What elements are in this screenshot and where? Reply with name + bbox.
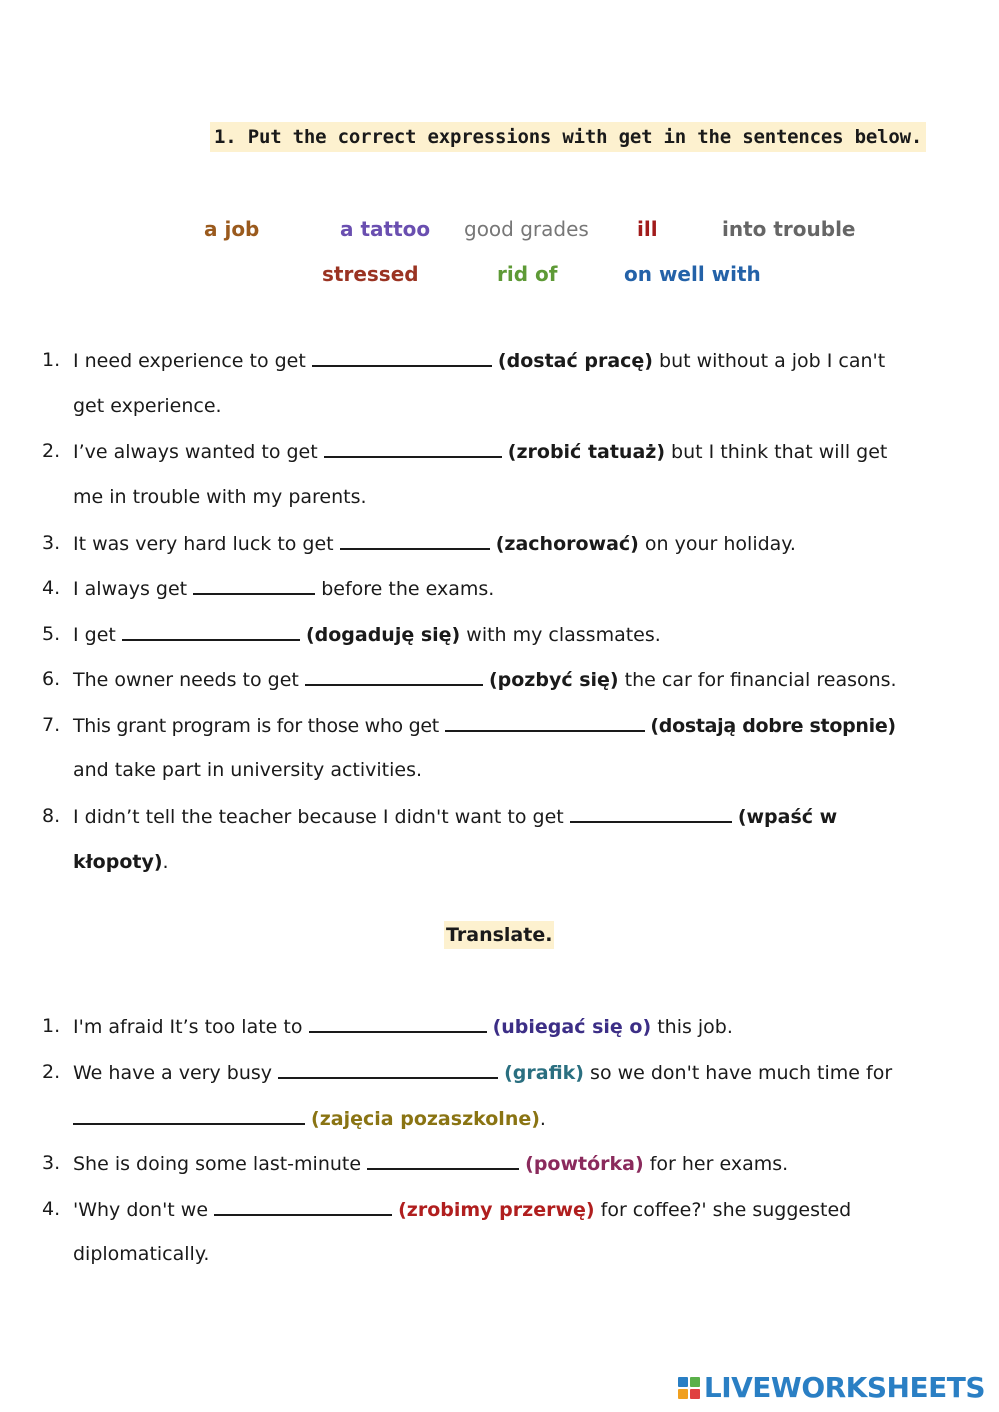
item-number: 2. bbox=[42, 440, 61, 462]
sentence-text: I’ve always wanted to get bbox=[73, 441, 324, 463]
sentence-text: I get bbox=[73, 624, 122, 646]
logo-square bbox=[678, 1377, 688, 1387]
item-number: 4. bbox=[42, 577, 61, 599]
answer-blank[interactable] bbox=[193, 575, 315, 595]
sentence-text: this job. bbox=[651, 1016, 733, 1038]
exercise-2-title: Translate. bbox=[444, 921, 554, 949]
hint-text: (pozbyć się) bbox=[488, 669, 619, 691]
liveworksheets-logo[interactable] bbox=[678, 1371, 985, 1404]
word-bank-item: good grades bbox=[464, 217, 589, 241]
answer-blank[interactable] bbox=[73, 1105, 305, 1125]
sentence-continuation: diplomatically. bbox=[73, 1243, 210, 1265]
hint-text: (ubiegać się o) bbox=[492, 1016, 652, 1038]
hint-text: (zachorować) bbox=[495, 533, 639, 555]
item-number: 1. bbox=[42, 349, 61, 371]
hint-text: (wpaść w bbox=[737, 806, 838, 828]
word-bank-item: stressed bbox=[322, 262, 419, 286]
sentence-text: but I think that will get bbox=[665, 441, 888, 463]
sentence-line bbox=[73, 712, 896, 739]
logo-square bbox=[690, 1389, 700, 1399]
exercise-1-title: 1. Put the correct expressions with get in the sentences below. bbox=[210, 122, 926, 152]
sentence-continuation: get experience. bbox=[73, 395, 222, 417]
sentence-text: before the exams. bbox=[315, 578, 495, 600]
sentence-line bbox=[73, 803, 837, 830]
item-number: 7. bbox=[42, 714, 61, 736]
item-number: 8. bbox=[42, 805, 61, 827]
hint-text: (dostają dobre stopnie) bbox=[650, 715, 896, 737]
hint-text: (dogaduję się) bbox=[305, 624, 461, 646]
item-number: 2. bbox=[42, 1061, 61, 1083]
sentence-continuation bbox=[73, 1105, 546, 1132]
answer-blank[interactable] bbox=[278, 1059, 498, 1079]
word-bank-item: ill bbox=[637, 217, 658, 241]
sentence-text: It was very hard luck to get bbox=[73, 533, 340, 555]
sentence-text: for her exams. bbox=[643, 1153, 789, 1175]
sentence-line bbox=[73, 1150, 788, 1177]
sentence-line bbox=[73, 666, 897, 693]
answer-blank[interactable] bbox=[340, 530, 490, 550]
logo-square bbox=[678, 1389, 688, 1399]
answer-blank[interactable] bbox=[122, 621, 300, 641]
sentence-text: I didn’t tell the teacher because I didn't want to get bbox=[73, 806, 570, 828]
sentence-text: for coffee?' she suggested bbox=[594, 1199, 852, 1221]
sentence-text: with my classmates. bbox=[460, 624, 661, 646]
answer-blank[interactable] bbox=[570, 803, 732, 823]
word-bank-item: into trouble bbox=[722, 217, 856, 241]
word-bank-item: a tattoo bbox=[340, 217, 431, 241]
sentence-text: She is doing some last-minute bbox=[73, 1153, 368, 1175]
sentence-continuation bbox=[73, 849, 169, 875]
sentence-line bbox=[73, 347, 885, 374]
answer-blank[interactable] bbox=[305, 666, 483, 686]
sentence-text: but without a job I can't bbox=[652, 350, 886, 372]
item-number: 3. bbox=[42, 1152, 61, 1174]
sentence-text: I'm afraid It’s too late to bbox=[73, 1016, 309, 1038]
logo-text: LIVEWORKSHEETS bbox=[703, 1371, 985, 1404]
sentence-text: 'Why don't we bbox=[73, 1199, 215, 1221]
item-number: 5. bbox=[42, 623, 61, 645]
sentence-line bbox=[73, 1013, 733, 1040]
word-bank-item: a job bbox=[204, 217, 260, 241]
sentence-text: the car for financial reasons. bbox=[618, 669, 897, 691]
sentence-text: . bbox=[162, 851, 169, 873]
sentence-text: I always get bbox=[73, 578, 194, 600]
hint-text: kłopoty) bbox=[73, 851, 163, 873]
sentence-text: This grant program is for those who get bbox=[73, 715, 445, 737]
hint-text: (zrobimy przerwę) bbox=[398, 1199, 595, 1221]
sentence-text: We have a very busy bbox=[73, 1062, 279, 1084]
hint-text: (zajęcia pozaszkolne) bbox=[311, 1108, 540, 1130]
sentence-text: The owner needs to get bbox=[73, 669, 305, 691]
sentence-continuation: me in trouble with my parents. bbox=[73, 486, 367, 508]
item-number: 1. bbox=[42, 1015, 61, 1037]
answer-blank[interactable] bbox=[367, 1150, 519, 1170]
sentence-continuation: and take part in university activities. bbox=[73, 759, 423, 781]
sentence-line bbox=[73, 621, 661, 648]
logo-square bbox=[690, 1377, 700, 1387]
item-number: 6. bbox=[42, 668, 61, 690]
sentence-text: . bbox=[539, 1108, 546, 1130]
sentence-line bbox=[73, 1059, 892, 1086]
sentence-line bbox=[73, 530, 796, 557]
answer-blank[interactable] bbox=[312, 347, 492, 367]
word-bank-item: rid of bbox=[497, 262, 558, 286]
item-number: 3. bbox=[42, 532, 61, 554]
hint-text: (grafik) bbox=[504, 1062, 584, 1084]
sentence-line bbox=[73, 575, 494, 602]
word-bank-item: on well with bbox=[624, 262, 761, 286]
sentence-line bbox=[73, 1196, 851, 1223]
hint-text: (dostać pracę) bbox=[497, 350, 653, 372]
item-number: 4. bbox=[42, 1198, 61, 1220]
sentence-text: so we don't have much time for bbox=[584, 1062, 893, 1084]
answer-blank[interactable] bbox=[309, 1013, 487, 1033]
sentence-text: I need experience to get bbox=[73, 350, 312, 372]
logo-mark-icon bbox=[678, 1377, 700, 1399]
answer-blank[interactable] bbox=[214, 1196, 392, 1216]
sentence-line bbox=[73, 438, 887, 465]
sentence-text: on your holiday. bbox=[638, 533, 796, 555]
hint-text: (zrobić tatuaż) bbox=[507, 441, 666, 463]
answer-blank[interactable] bbox=[324, 438, 502, 458]
answer-blank[interactable] bbox=[445, 712, 645, 732]
hint-text: (powtórka) bbox=[525, 1153, 644, 1175]
